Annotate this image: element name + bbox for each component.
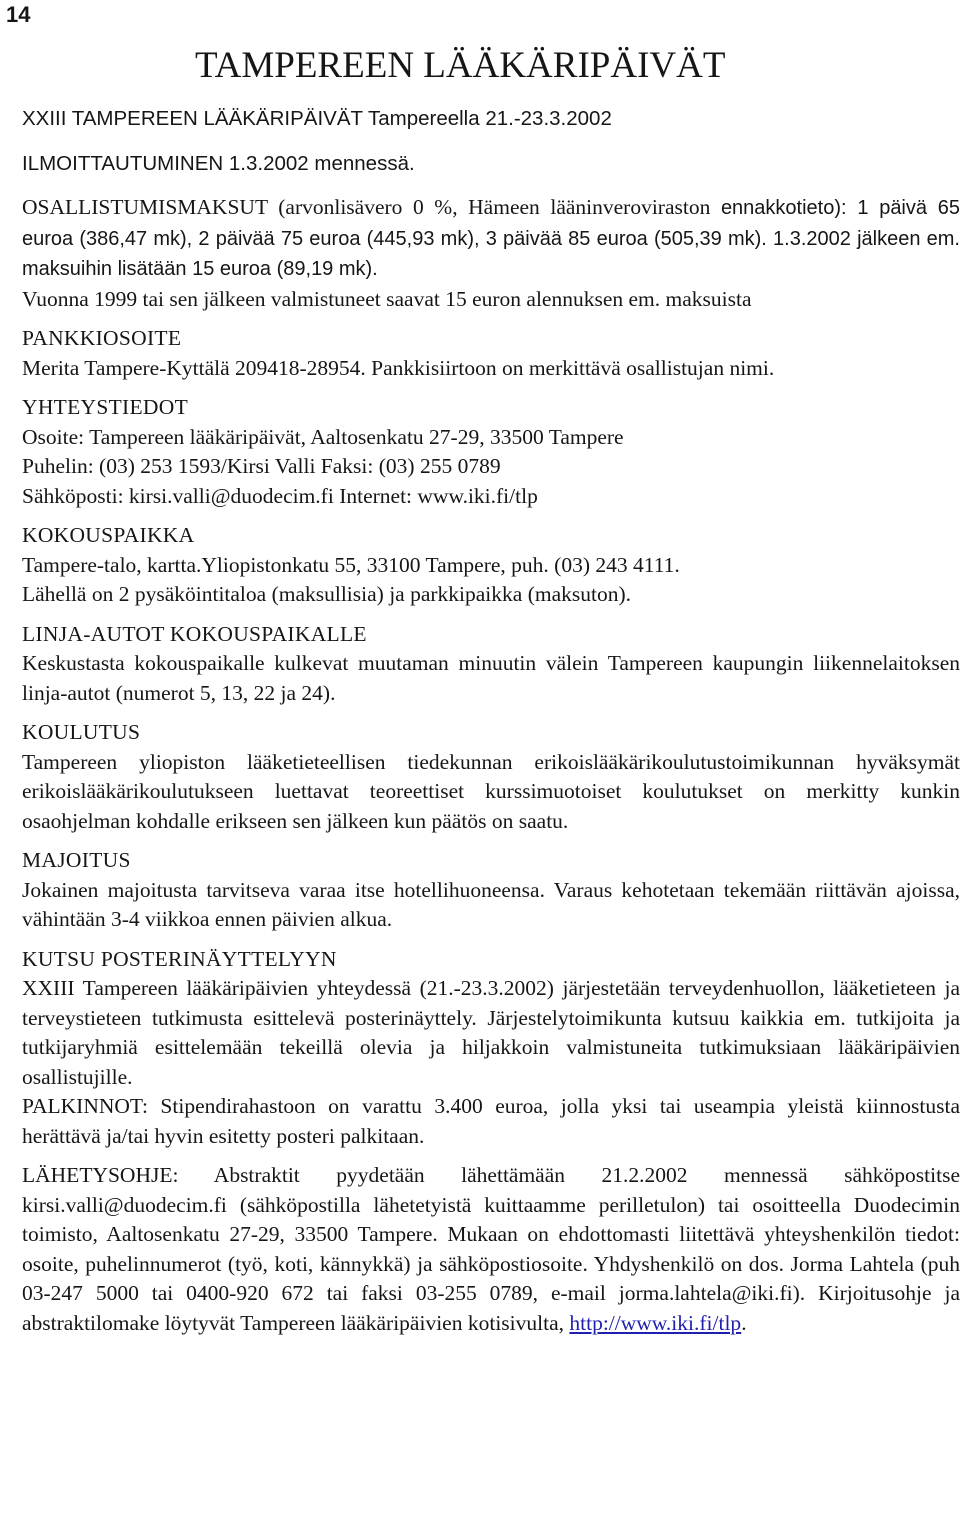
fees-text-a: OSALLISTUMISMAKSUT (arvonlisävero 0 %, Hämeen lääninveroviraston — [22, 195, 711, 219]
contact-email: Sähköposti: kirsi.valli@duodecim.fi Internet: www.iki.fi/tlp — [22, 483, 538, 508]
page-title: TAMPEREEN LÄÄKÄRIPÄIVÄT — [195, 45, 726, 86]
training-section — [22, 718, 960, 836]
submission-end: . — [741, 1310, 747, 1335]
training-text: Tampereen yliopiston lääketieteellisen tiedekunnan erikoislääkärikoulutustoimikunnan hyväksymät erikoislääkärikoulutukseen luettavat teoreettiset kurssimuotoiset koulutukset on merkitty kunkin osaohjelman kohdalle erikseen sen jälkeen kun päätös on saatu. — [22, 749, 960, 833]
poster-text: XXIII Tampereen lääkäripäivien yhteydessä (21.-23.3.2002) järjestetään terveydenhuollon, lääketieteen ja terveystieteen tutkimusta esittelevä posterinäyttely. Järjestelytoimikunta kutsuu kaikkia em. tutkijoita ja tutkijaryhmiä esittelemään tekeillä olevia ja hiljakkoin valmistuneita tutkimuksiaan lääkäripäivien osallistujille. — [22, 976, 960, 1089]
venue-section — [22, 521, 960, 610]
submission-text — [22, 1161, 960, 1338]
venue-line1: Tampere-talo, kartta.Yliopistonkatu 55, 33100 Tampere, puh. (03) 243 4111. — [22, 552, 680, 577]
fees-text-b: ennakkotieto): 1 päivä 65 euroa (386,47 mk), 2 päivää 75 euroa (445,93 mk), 3 päivää 85 euroa (505,39 mk). 1.3.2002 jälkeen em. maksuihin lisätään 15 euroa (89,19 mk). — [22, 197, 960, 280]
fees-section — [22, 193, 960, 314]
fees-discount: Vuonna 1999 tai sen jälkeen valmistuneet saavat 15 euron alennuksen em. maksuista — [22, 286, 752, 311]
contact-section — [22, 393, 960, 511]
contact-heading: YHTEYSTIEDOT — [22, 395, 189, 419]
poster-section — [22, 945, 960, 1152]
accommodation-section — [22, 846, 960, 935]
bank-text: Merita Tampere-Kyttälä 209418-28954. Pankkisiirtoon on merkittävä osallistujan nimi. — [22, 355, 775, 380]
contact-phone: Puhelin: (03) 253 1593/Kirsi Valli Faksi: (03) 255 0789 — [22, 454, 501, 478]
homepage-link[interactable]: http://www.iki.fi/tlp — [569, 1310, 742, 1335]
page-number: 14 — [6, 2, 31, 27]
accommodation-heading: MAJOITUS — [22, 848, 131, 872]
fees-text — [22, 193, 960, 285]
bank-section — [22, 324, 960, 383]
buses-text: Keskustasta kokouspaikalle kulkevat muutaman minuutin välein Tampereen kaupungin liikennelaitoksen linja-autot (numerot 5, 13, 22 ja 24). — [22, 651, 960, 705]
submission-section — [22, 1161, 960, 1338]
event-line: XXIII TAMPEREEN LÄÄKÄRIPÄIVÄT Tampereella 21.-23.3.2002 — [22, 107, 612, 130]
venue-heading: KOKOUSPAIKKA — [22, 523, 195, 547]
contact-address: Osoite: Tampereen lääkäripäivät, Aaltosenkatu 27-29, 33500 Tampere — [22, 424, 624, 449]
bank-heading: PANKKIOSOITE — [22, 326, 182, 350]
document-body — [22, 104, 960, 1338]
training-heading: KOULUTUS — [22, 720, 141, 744]
registration-deadline: ILMOITTAUTUMINEN 1.3.2002 mennessä. — [22, 151, 415, 175]
buses-heading: LINJA-AUTOT KOKOUSPAIKALLE — [22, 621, 367, 646]
buses-section — [22, 620, 960, 709]
submission-body: LÄHETYSOHJE: Abstraktit pyydetään lähettämään 21.2.2002 mennessä sähköpostitse kirsi.valli@duodecim.fi (sähköpostilla lähetetyistä kuittaamme perilletulon) tai osoitteella Duodecimin toimisto, Aaltosenkatu 27-29, 33500 Tampere. Mukaan on ehdottomasti liitettävä yhteyshenkilön tiedot: osoite, puhelinnumerot (työ, koti, kännykkä) ja sähköpostiosoite. Yhdyshenkilö on dos. Jorma Lahtela (puh 03-247 5000 tai 0400-920 672 tai faksi 03-255 0789, e-mail jorma.lahtela@iki.fi). Kirjoitusohje ja abstraktilomake löytyvät Tampereen lääkäripäivien kotisivulta, — [22, 1163, 960, 1335]
poster-heading: KUTSU POSTERINÄYTTELYYN — [22, 946, 337, 971]
venue-line2: Lähellä on 2 pysäköintitaloa (maksullisia) ja parkkipaikka (maksuton). — [22, 582, 632, 606]
accommodation-text: Jokainen majoitusta tarvitseva varaa itse hotellihuoneensa. Varaus kehotetaan tekemään riittävän ajoissa, vähintään 3-4 viikkoa ennen päivien alkua. — [22, 877, 960, 931]
poster-prizes: PALKINNOT: Stipendirahastoon on varattu 3.400 euroa, jolla yksi tai useampia yleistä kiinnostusta herättävä ja/tai hyvin esitetty posteri palkitaan. — [22, 1094, 960, 1148]
